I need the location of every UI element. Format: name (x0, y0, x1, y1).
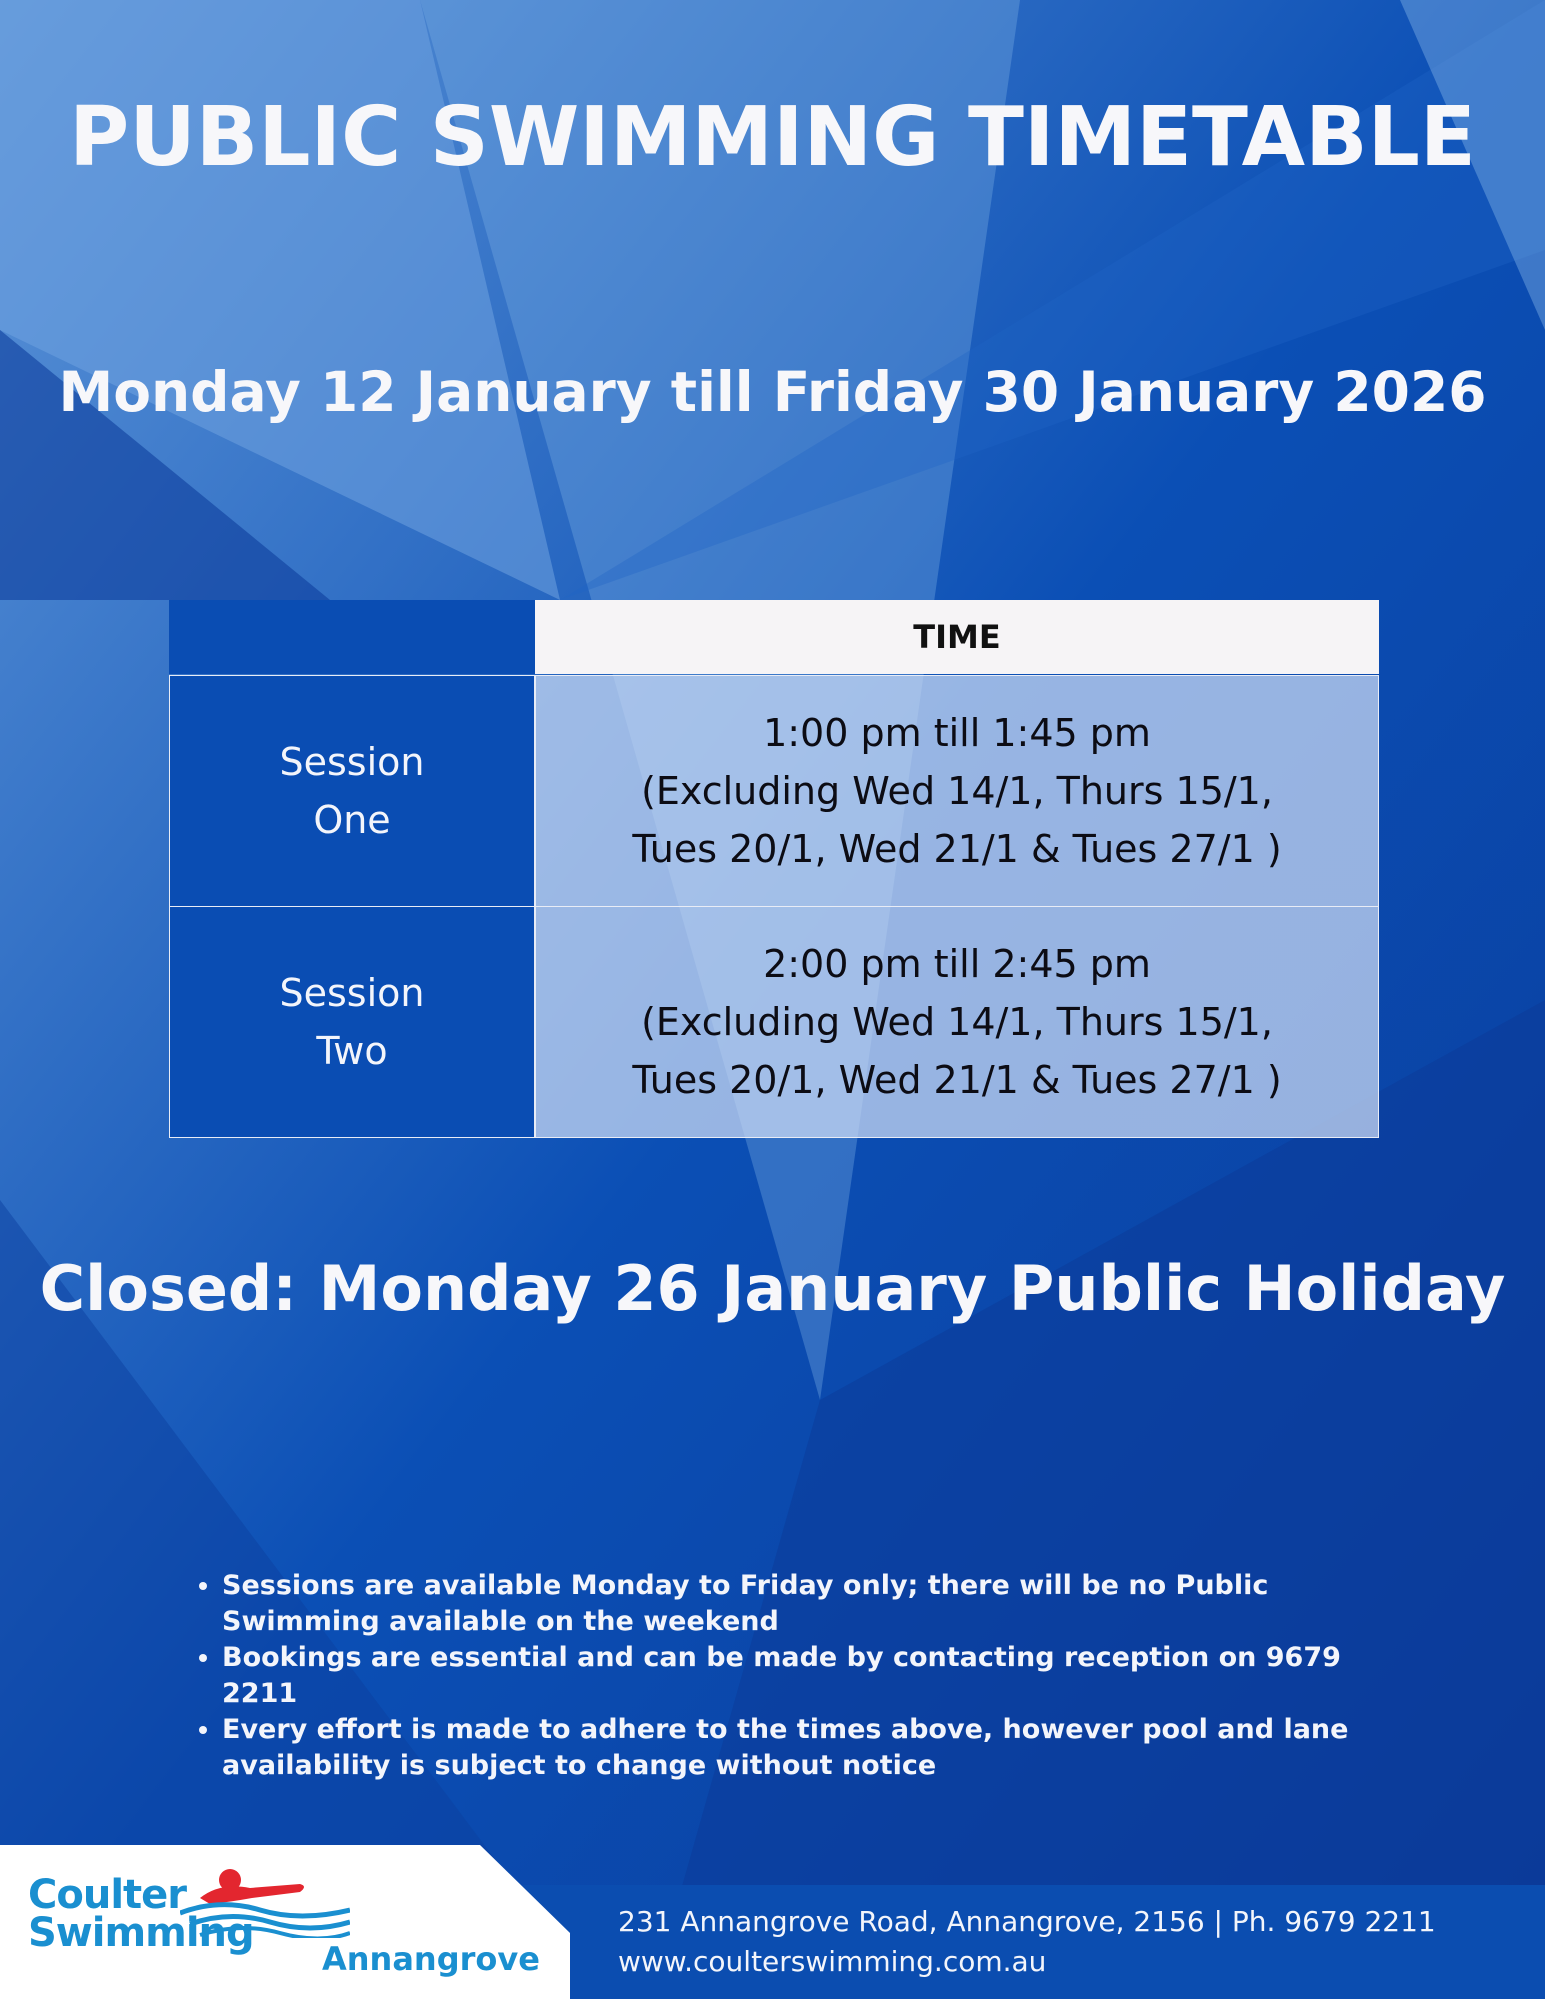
date-range: Monday 12 January till Friday 30 January 2026 (58, 360, 1487, 424)
session-exclusion-line2: Tues 20/1, Wed 21/1 & Tues 27/1 ) (632, 827, 1282, 871)
header-empty-cell (169, 600, 535, 674)
list-item: • Every effort is made to adhere to the times above, however pool and lane availability is subject to change without notice (222, 1712, 1422, 1784)
session-exclusion-line1: (Excluding Wed 14/1, Thurs 15/1, (641, 1000, 1273, 1044)
logo-wordmark (28, 1872, 254, 1956)
table-header (169, 600, 1379, 674)
session-label-line1: Session (279, 740, 425, 784)
session-time-range: 1:00 pm till 1:45 pm (763, 711, 1151, 755)
session-time (535, 906, 1379, 1138)
session-exclusion-line2: Tues 20/1, Wed 21/1 & Tues 27/1 ) (632, 1058, 1282, 1102)
session-time (535, 675, 1379, 907)
logo-line1: Coulter (28, 1872, 186, 1918)
table-row (169, 675, 1379, 907)
header-time: TIME (535, 600, 1379, 674)
list-item: • Sessions are available Monday to Friday only; there will be no Public Swimming available on the weekend (222, 1568, 1422, 1640)
session-time-range: 2:00 pm till 2:45 pm (763, 942, 1151, 986)
table-row (169, 906, 1379, 1138)
session-label-line2: One (313, 798, 391, 842)
notes-list (186, 1568, 1422, 1784)
session-label (169, 906, 535, 1138)
closed-notice: Closed: Monday 26 January Public Holiday (39, 1252, 1506, 1325)
logo-line2: Swimming (28, 1910, 254, 1956)
session-label-line1: Session (279, 971, 425, 1015)
footer-contact (618, 1902, 1436, 1982)
session-label-line2: Two (316, 1029, 388, 1073)
logo-location: Annangrove (322, 1940, 540, 1978)
session-exclusion-line1: (Excluding Wed 14/1, Thurs 15/1, (641, 769, 1273, 813)
footer-address: 231 Annangrove Road, Annangrove, 2156 | Ph. 9679 2211 (618, 1905, 1436, 1938)
session-label (169, 675, 535, 907)
page-title: PUBLIC SWIMMING TIMETABLE (69, 90, 1476, 185)
footer-website[interactable]: www.coulterswimming.com.au (618, 1945, 1047, 1978)
list-item: • Bookings are essential and can be made by contacting reception on 9679 2211 (222, 1640, 1422, 1712)
